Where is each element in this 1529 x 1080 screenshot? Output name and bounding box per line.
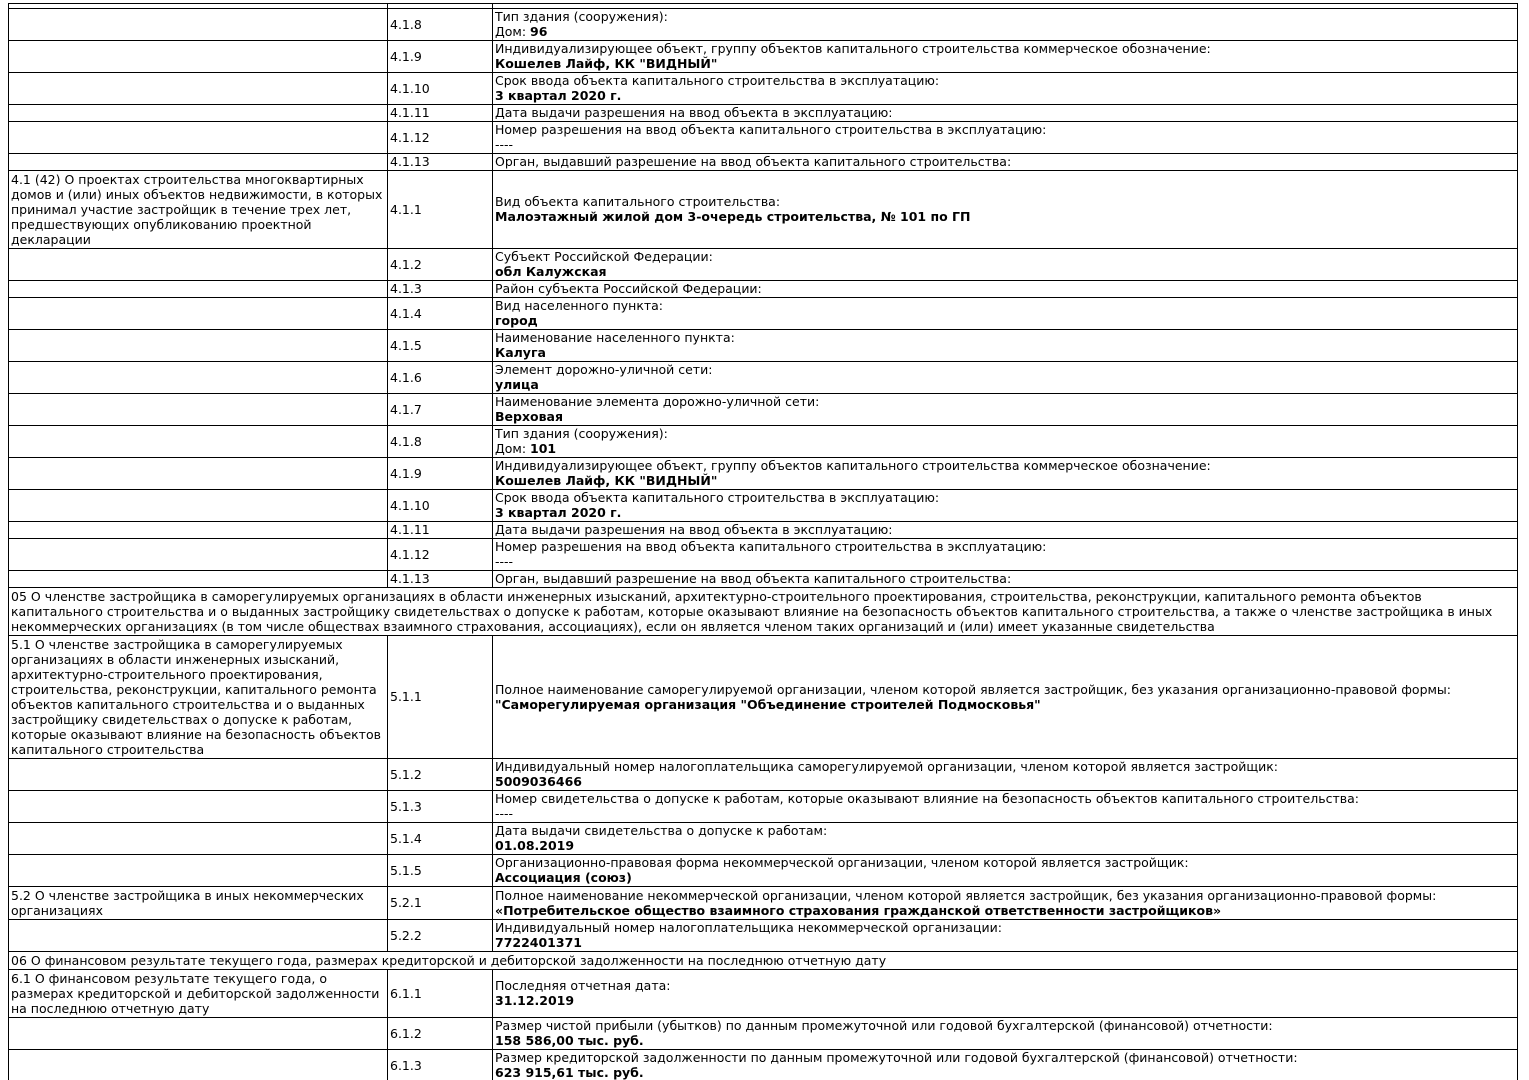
row-description-cell bbox=[9, 426, 388, 458]
row-number-cell: 4.1.6 bbox=[388, 362, 493, 394]
field-value-bold: Ассоциация (союз) bbox=[495, 870, 632, 885]
field-value bbox=[495, 137, 1514, 152]
table-row bbox=[9, 759, 1518, 791]
row-description-cell bbox=[9, 105, 388, 122]
field-value-bold: 158 586,00 тыс. руб. bbox=[495, 1033, 644, 1048]
section-header: 05 О членстве застройщика в саморегулируемых организациях в области инженерных изысканий, архитектурно-строительного проектирования, строительства, реконструкции, капитального ремонта объектов капитального строительства и о выданных застройщику свидетельствах о допуске к работам, которые оказывают влияние на безопасность объектов капитального строительства, а также о членстве застройщика в иных некоммерческих организациях (в том числе обществах взаимного страхования, ассоциациях), если он является членом таких организаций и (или) имеет указанные свидетельства bbox=[9, 588, 1518, 636]
row-number-cell: 4.1.1 bbox=[388, 171, 493, 249]
row-description-cell bbox=[9, 791, 388, 823]
table-row bbox=[9, 458, 1518, 490]
table-row bbox=[9, 249, 1518, 281]
row-content-cell bbox=[493, 171, 1518, 249]
field-value bbox=[495, 993, 1514, 1008]
row-description-cell bbox=[9, 759, 388, 791]
field-label: Район субъекта Российской Федерации: bbox=[495, 281, 762, 296]
row-content-cell bbox=[493, 41, 1518, 73]
row-content-cell bbox=[493, 458, 1518, 490]
field-value-bold: "Саморегулируемая организация "Объединение строителей Подмосковья" bbox=[495, 696, 1041, 712]
table-row bbox=[9, 330, 1518, 362]
row-description-cell bbox=[9, 1050, 388, 1080]
field-value-bold: 3 квартал 2020 г. bbox=[495, 88, 622, 103]
table-row bbox=[9, 636, 1518, 759]
field-label: Вид населенного пункта: bbox=[495, 298, 664, 313]
field-value bbox=[495, 806, 1514, 821]
row-content-cell bbox=[493, 636, 1518, 759]
field-value bbox=[495, 505, 1514, 520]
table-row bbox=[9, 394, 1518, 426]
field-value-bold: 31.12.2019 bbox=[495, 993, 575, 1008]
row-description-cell bbox=[9, 41, 388, 73]
field-value bbox=[495, 264, 1514, 279]
field-label: Индивидуальный номер налогоплательщика некоммерческой организации: bbox=[495, 920, 1002, 935]
row-content-cell bbox=[493, 154, 1518, 171]
row-description-cell: 5.1 О членстве застройщика в саморегулируемых организациях в области инженерных изысканий, архитектурно-строительного проектирования, строительства, реконструкции, капитального ремонта объектов капитального строительства и о выданных застройщику свидетельствах о допуске к работам, которые оказывают влияние на безопасность объектов капитального строительства bbox=[9, 636, 388, 759]
row-content-cell bbox=[493, 1018, 1518, 1050]
field-label: Вид объекта капитального строительства: bbox=[495, 194, 781, 209]
field-value-bold: обл Калужская bbox=[495, 264, 607, 279]
field-label: Индивидуализирующее объект, группу объектов капитального строительства коммерческое обозначение: bbox=[495, 458, 1211, 473]
row-content-cell bbox=[493, 490, 1518, 522]
row-content-cell bbox=[493, 426, 1518, 458]
row-content-cell bbox=[493, 1050, 1518, 1080]
row-description-cell: 6.1 О финансовом результате текущего года, о размерах кредиторской и дебиторской задолженности на последнюю отчетную дату bbox=[9, 970, 388, 1018]
field-value-bold: 01.08.2019 bbox=[495, 838, 575, 853]
row-content-cell bbox=[493, 281, 1518, 298]
row-number-cell: 4.1.9 bbox=[388, 458, 493, 490]
table-row bbox=[9, 362, 1518, 394]
row-number-cell: 5.1.3 bbox=[388, 791, 493, 823]
row-description-cell bbox=[9, 330, 388, 362]
field-value bbox=[495, 409, 1514, 424]
table-row bbox=[9, 970, 1518, 1018]
table-row bbox=[9, 588, 1518, 636]
row-number-cell: 4.1.9 bbox=[388, 41, 493, 73]
row-content-cell bbox=[493, 522, 1518, 539]
row-content-cell bbox=[493, 571, 1518, 588]
field-value bbox=[495, 774, 1514, 789]
row-content-cell bbox=[493, 9, 1518, 41]
row-description-cell bbox=[9, 298, 388, 330]
field-value bbox=[495, 88, 1514, 103]
row-number-cell: 4.1.12 bbox=[388, 539, 493, 571]
field-value bbox=[495, 209, 1514, 224]
row-number-cell: 6.1.2 bbox=[388, 1018, 493, 1050]
field-label: Номер свидетельства о допуске к работам, которые оказывают влияние на безопасность объектов капитального строительства: bbox=[495, 791, 1359, 806]
field-value bbox=[495, 1065, 1514, 1080]
field-label: Тип здания (сооружения): bbox=[495, 9, 668, 24]
row-content-cell bbox=[493, 105, 1518, 122]
field-label: Номер разрешения на ввод объекта капитального строительства в эксплуатацию: bbox=[495, 539, 1047, 554]
row-content-cell bbox=[493, 970, 1518, 1018]
field-value bbox=[495, 24, 1514, 39]
row-description-cell bbox=[9, 823, 388, 855]
row-number-cell: 4.1.5 bbox=[388, 330, 493, 362]
row-description-cell bbox=[9, 73, 388, 105]
field-label: Последняя отчетная дата: bbox=[495, 978, 671, 993]
field-label: Наименование населенного пункта: bbox=[495, 330, 735, 345]
field-value-bold: город bbox=[495, 313, 538, 328]
table-row bbox=[9, 490, 1518, 522]
row-description-cell bbox=[9, 522, 388, 539]
row-number-cell: 4.1.12 bbox=[388, 122, 493, 154]
row-description-cell bbox=[9, 394, 388, 426]
row-content-cell bbox=[493, 122, 1518, 154]
table-row bbox=[9, 522, 1518, 539]
row-number-cell: 4.1.11 bbox=[388, 522, 493, 539]
row-content-cell bbox=[493, 330, 1518, 362]
declaration-table-body bbox=[9, 4, 1518, 1080]
field-value-bold: Калуга bbox=[495, 345, 546, 360]
row-number-cell: 6.1.1 bbox=[388, 970, 493, 1018]
table-row bbox=[9, 887, 1518, 920]
table-row bbox=[9, 855, 1518, 887]
field-label: Дата выдачи разрешения на ввод объекта в эксплуатацию: bbox=[495, 522, 893, 537]
field-value-bold: улица bbox=[495, 377, 539, 392]
field-label: Тип здания (сооружения): bbox=[495, 426, 668, 441]
row-description-cell bbox=[9, 122, 388, 154]
field-value-plain: Дом: bbox=[495, 441, 531, 456]
table-row bbox=[9, 171, 1518, 249]
field-value bbox=[495, 473, 1514, 488]
row-number-cell: 4.1.13 bbox=[388, 154, 493, 171]
field-value bbox=[495, 935, 1514, 950]
field-value-bold: 5009036466 bbox=[495, 774, 582, 789]
field-label: Полное наименование саморегулируемой организации, членом которой является застройщик, без указания организационно-правовой формы: bbox=[495, 681, 1452, 697]
field-label: Размер чистой прибыли (убытков) по данным промежуточной или годовой бухгалтерской (финансовой) отчетности: bbox=[495, 1018, 1273, 1033]
row-description-cell bbox=[9, 1018, 388, 1050]
field-label: Субъект Российской Федерации: bbox=[495, 249, 713, 264]
field-label: Индивидуальный номер налогоплательщика саморегулируемой организации, членом которой является застройщик: bbox=[495, 759, 1279, 774]
table-row bbox=[9, 791, 1518, 823]
table-row bbox=[9, 1018, 1518, 1050]
row-description-cell bbox=[9, 571, 388, 588]
field-value-bold: Кошелев Лайф, КК "ВИДНЫЙ" bbox=[495, 56, 718, 71]
field-value-plain: Дом: bbox=[495, 24, 531, 39]
field-value bbox=[495, 441, 1514, 456]
field-value-bold: 96 bbox=[530, 24, 548, 39]
row-number-cell: 4.1.2 bbox=[388, 249, 493, 281]
field-value bbox=[495, 903, 1514, 918]
row-number-cell: 4.1.11 bbox=[388, 105, 493, 122]
field-value-bold: «Потребительское общество взаимного страхования гражданской ответственности застройщиков» bbox=[495, 902, 1222, 918]
field-value bbox=[495, 56, 1514, 71]
row-number-cell: 4.1.8 bbox=[388, 9, 493, 41]
field-label: Орган, выдавший разрешение на ввод объекта капитального строительства: bbox=[495, 571, 1012, 586]
table-row bbox=[9, 105, 1518, 122]
table-row bbox=[9, 122, 1518, 154]
field-label: Срок ввода объекта капитального строительства в эксплуатацию: bbox=[495, 490, 940, 505]
field-value bbox=[495, 697, 1514, 712]
row-description-cell bbox=[9, 490, 388, 522]
field-value-bold: 623 915,61 тыс. руб. bbox=[495, 1065, 644, 1080]
row-description-cell bbox=[9, 458, 388, 490]
row-number-cell: 5.2.1 bbox=[388, 887, 493, 920]
table-row bbox=[9, 952, 1518, 970]
row-description-cell bbox=[9, 281, 388, 298]
row-content-cell bbox=[493, 298, 1518, 330]
field-label: Дата выдачи свидетельства о допуске к работам: bbox=[495, 823, 828, 838]
table-row bbox=[9, 281, 1518, 298]
table-row bbox=[9, 73, 1518, 105]
table-row bbox=[9, 9, 1518, 41]
row-number-cell: 5.1.1 bbox=[388, 636, 493, 759]
row-number-cell: 4.1.7 bbox=[388, 394, 493, 426]
row-number-cell: 4.1.4 bbox=[388, 298, 493, 330]
row-number-cell: 5.1.4 bbox=[388, 823, 493, 855]
row-description-cell bbox=[9, 920, 388, 952]
row-description-cell bbox=[9, 362, 388, 394]
field-value-bold: 3 квартал 2020 г. bbox=[495, 505, 622, 520]
row-number-cell: 6.1.3 bbox=[388, 1050, 493, 1080]
row-number-cell: 4.1.10 bbox=[388, 490, 493, 522]
table-row bbox=[9, 823, 1518, 855]
row-number-cell: 4.1.8 bbox=[388, 426, 493, 458]
row-content-cell bbox=[493, 887, 1518, 920]
row-description-cell bbox=[9, 855, 388, 887]
row-description-cell: 5.2 О членстве застройщика в иных некоммерческих организациях bbox=[9, 887, 388, 920]
table-row bbox=[9, 539, 1518, 571]
field-label: Полное наименование некоммерческой организации, членом которой является застройщик, без указания организационно-правовой формы: bbox=[495, 887, 1437, 903]
table-row bbox=[9, 41, 1518, 73]
row-number-cell: 5.1.2 bbox=[388, 759, 493, 791]
field-value bbox=[495, 313, 1514, 328]
table-row bbox=[9, 298, 1518, 330]
field-value-bold: Верховая bbox=[495, 409, 563, 424]
table-row bbox=[9, 426, 1518, 458]
row-content-cell bbox=[493, 855, 1518, 887]
field-label: Наименование элемента дорожно-уличной сети: bbox=[495, 394, 820, 409]
table-row bbox=[9, 154, 1518, 171]
project-declaration-table bbox=[8, 3, 1518, 1080]
field-value bbox=[495, 377, 1514, 392]
row-description-cell bbox=[9, 539, 388, 571]
field-value bbox=[495, 554, 1514, 569]
row-content-cell bbox=[493, 249, 1518, 281]
row-content-cell bbox=[493, 823, 1518, 855]
row-number-cell: 4.1.3 bbox=[388, 281, 493, 298]
field-value-plain: ---- bbox=[495, 806, 514, 821]
row-number-cell: 5.1.5 bbox=[388, 855, 493, 887]
field-label: Орган, выдавший разрешение на ввод объекта капитального строительства: bbox=[495, 154, 1012, 169]
row-content-cell bbox=[493, 791, 1518, 823]
field-label: Элемент дорожно-уличной сети: bbox=[495, 362, 713, 377]
section-header: 06 О финансовом результате текущего года, размерах кредиторской и дебиторской задолженности на последнюю отчетную дату bbox=[9, 952, 1518, 970]
field-value bbox=[495, 838, 1514, 853]
field-label: Организационно-правовая форма некоммерческой организации, членом которой является застройщик: bbox=[495, 855, 1189, 870]
row-description-cell bbox=[9, 9, 388, 41]
field-value-bold: 7722401371 bbox=[495, 935, 582, 950]
field-value-bold: Кошелев Лайф, КК "ВИДНЫЙ" bbox=[495, 473, 718, 488]
row-content-cell bbox=[493, 539, 1518, 571]
table-row bbox=[9, 1050, 1518, 1080]
field-value bbox=[495, 870, 1514, 885]
field-label: Номер разрешения на ввод объекта капитального строительства в эксплуатацию: bbox=[495, 122, 1047, 137]
field-value-plain: ---- bbox=[495, 554, 514, 569]
row-content-cell bbox=[493, 394, 1518, 426]
field-value bbox=[495, 345, 1514, 360]
table-row bbox=[9, 571, 1518, 588]
field-label: Срок ввода объекта капитального строительства в эксплуатацию: bbox=[495, 73, 940, 88]
field-label: Индивидуализирующее объект, группу объектов капитального строительства коммерческое обозначение: bbox=[495, 41, 1211, 56]
field-value-plain: ---- bbox=[495, 137, 514, 152]
row-content-cell bbox=[493, 759, 1518, 791]
row-description-cell bbox=[9, 249, 388, 281]
row-content-cell bbox=[493, 73, 1518, 105]
field-label: Размер кредиторской задолженности по данным промежуточной или годовой бухгалтерской (финансовой) отчетности: bbox=[495, 1050, 1298, 1065]
row-description-cell: 4.1 (42) О проектах строительства многоквартирных домов и (или) иных объектов недвижимости, в которых принимал участие застройщик в течение трех лет, предшествующих опубликованию проектной декларации bbox=[9, 171, 388, 249]
row-number-cell: 5.2.2 bbox=[388, 920, 493, 952]
row-number-cell: 4.1.10 bbox=[388, 73, 493, 105]
field-value bbox=[495, 1033, 1514, 1048]
row-content-cell bbox=[493, 920, 1518, 952]
table-row bbox=[9, 920, 1518, 952]
field-value-bold: Малоэтажный жилой дом 3-очередь строительства, № 101 по ГП bbox=[495, 209, 971, 224]
row-content-cell bbox=[493, 362, 1518, 394]
row-description-cell bbox=[9, 154, 388, 171]
row-number-cell: 4.1.13 bbox=[388, 571, 493, 588]
field-value-bold: 101 bbox=[530, 441, 557, 456]
field-label: Дата выдачи разрешения на ввод объекта в эксплуатацию: bbox=[495, 105, 893, 120]
